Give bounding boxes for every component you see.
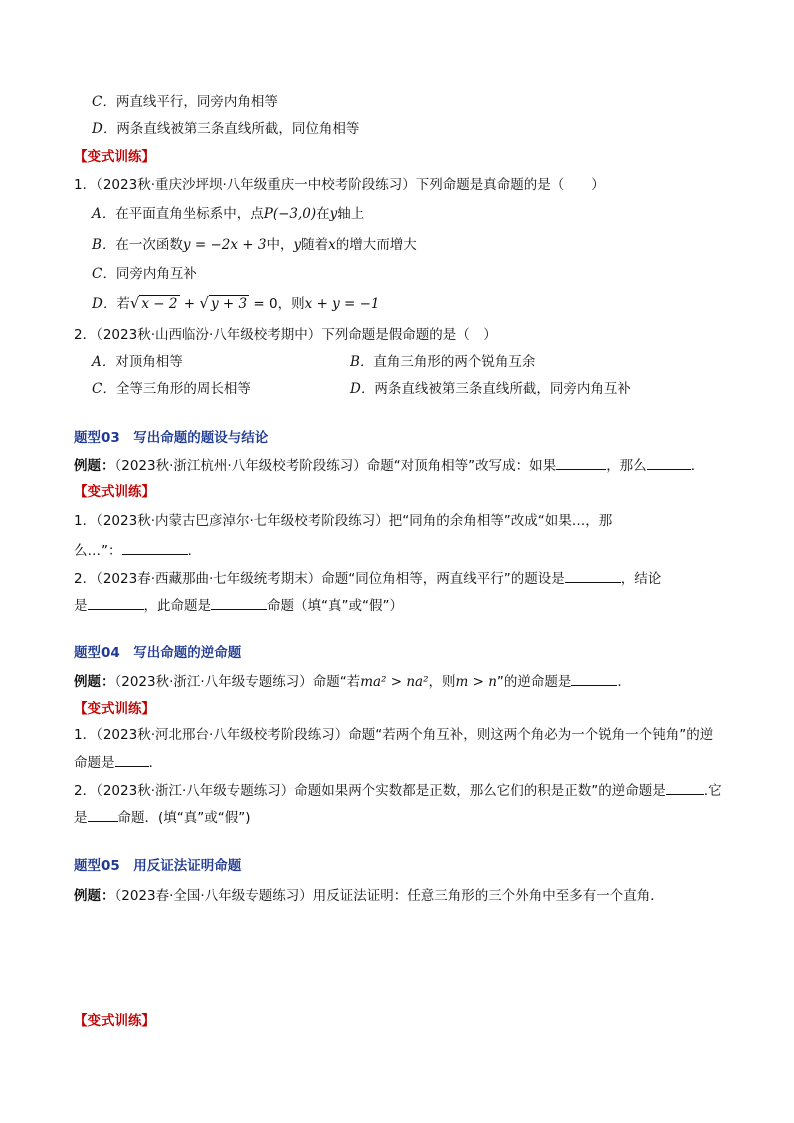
type04-q2-line1: 2．（2023秋·浙江·八年级专题练习）命题如果两个实数都是正数，那么它们的积是正数”的逆命题是 .它 — [74, 780, 722, 801]
q1-option-c: C．同旁内角互补 — [92, 266, 197, 282]
type05-example: 例题：（2023春·全国·八年级专题练习）用反证法证明：任意三角形的三个外角中至多有一个直角． — [74, 888, 664, 904]
answer-blank[interactable] — [571, 671, 617, 686]
q2-option-d: D．两条直线被第三条直线所截，同旁内角互补 — [350, 381, 631, 397]
type04-example: 例题：（2023秋·浙江·八年级专题练习）命题“若ma² > na²，则m > n”的逆命题是 . — [74, 671, 622, 692]
variant-training-tag: 【变式训练】 — [74, 1013, 155, 1029]
variant-training-tag: 【变式训练】 — [74, 484, 155, 500]
answer-blank[interactable] — [122, 540, 188, 555]
variant-training-tag: 【变式训练】 — [74, 701, 155, 717]
type04-q1-line1: 1．（2023秋·河北邢台·八年级校考阶段练习）命题“若两个角互补，则这两个角必为一个锐角一个钝角”的逆 — [74, 727, 714, 743]
question-1: 1．（2023秋·重庆沙坪坝·八年级重庆一中校考阶段练习）下列命题是真命题的是（ ） — [74, 177, 605, 193]
answer-blank[interactable] — [666, 780, 704, 795]
answer-blank[interactable] — [565, 568, 621, 583]
answer-blank[interactable] — [115, 752, 149, 767]
q2-option-a: A．对顶角相等 — [92, 354, 183, 370]
type03-q2-line2: 是 ，此命题是 命题（填“真”或“假”） — [74, 595, 403, 616]
section-title-type04: 题型04 写出命题的逆命题 — [74, 645, 242, 661]
type03-q1-line2: 么…”： . — [74, 540, 192, 561]
option-d: D．两条直线被第三条直线所截，同位角相等 — [92, 121, 360, 137]
q2-option-c: C．全等三角形的周长相等 — [92, 381, 251, 397]
q1-option-d: D．若√ x − 2 + √ y + 3 = 0，则x + y = −1 — [92, 294, 380, 312]
q2-option-b: B．直角三角形的两个锐角互余 — [350, 354, 536, 370]
q1-option-a: A．在平面直角坐标系中，点P(−3,0)在y轴上 — [92, 206, 365, 222]
type04-q1-line2: 命题是 . — [74, 752, 153, 773]
q1-option-b: B．在一次函数y = −2x + 3中，y随着x的增大而增大 — [92, 237, 417, 253]
answer-blank[interactable] — [647, 455, 691, 470]
answer-blank[interactable] — [211, 595, 267, 610]
section-title-type05: 题型05 用反证法证明命题 — [74, 858, 242, 874]
question-2: 2．（2023秋·山西临汾·八年级校考期中）下列命题是假命题的是（ ） — [74, 327, 497, 343]
sqrt-symbol: √ — [199, 294, 209, 312]
sqrt-symbol: √ — [129, 294, 140, 312]
type03-q2-line1: 2．（2023春·西藏那曲·七年级统考期末）命题“同位角相等，两直线平行”的题设是 ，结论 — [74, 568, 661, 589]
type03-q1-line1: 1．（2023秋·内蒙古巴彦淖尔·七年级校考阶段练习）把“同角的余角相等”改成“如果…，那 — [74, 513, 613, 529]
type03-example: 例题：（2023秋·浙江杭州·八年级校考阶段练习）命题“对顶角相等”改写成：如果 ，那么 . — [74, 455, 695, 476]
type04-q2-line2: 是 命题．(填“真”或“假”) — [74, 807, 251, 828]
option-c: C．两直线平行，同旁内角相等 — [92, 94, 278, 110]
answer-blank[interactable] — [88, 807, 118, 822]
section-title-type03: 题型03 写出命题的题设与结论 — [74, 430, 269, 446]
answer-blank[interactable] — [88, 595, 144, 610]
answer-blank[interactable] — [556, 455, 606, 470]
variant-training-tag: 【变式训练】 — [74, 149, 155, 165]
